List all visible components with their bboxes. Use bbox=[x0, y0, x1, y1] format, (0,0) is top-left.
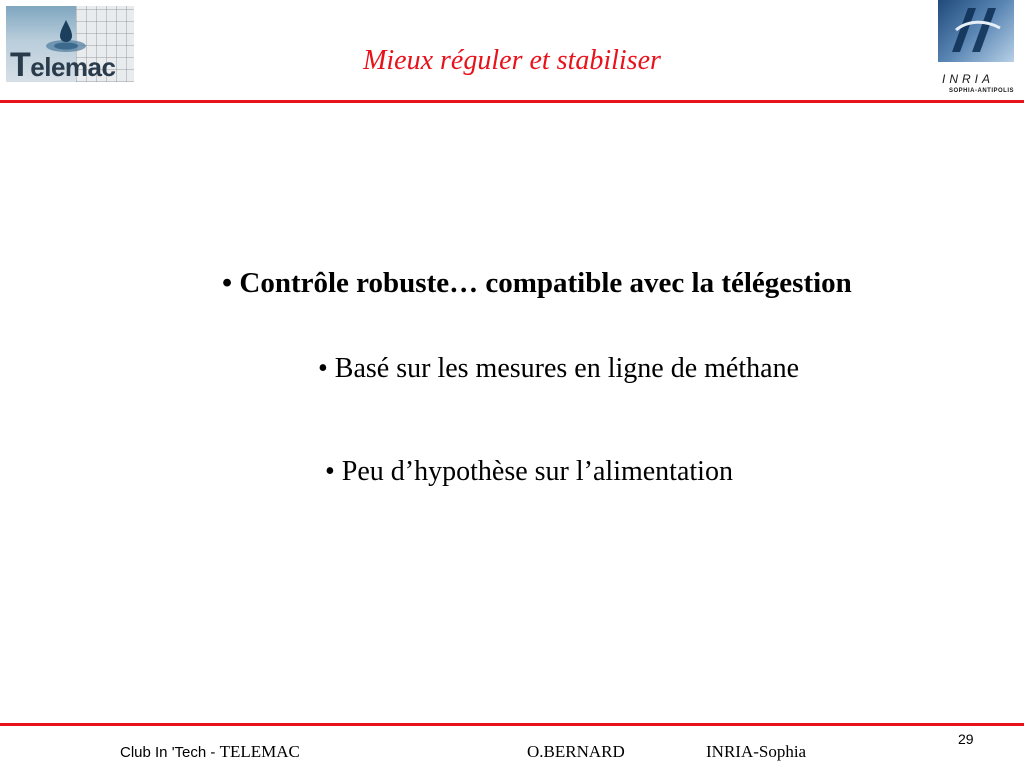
footer-club bbox=[120, 742, 300, 762]
footer-author: O.BERNARD bbox=[527, 742, 625, 761]
inria-logo-subtext: SOPHIA-ANTIPOLIS bbox=[948, 88, 1014, 94]
footer-club-label: Club In 'Tech - bbox=[120, 744, 220, 761]
page-number: 29 bbox=[958, 731, 974, 747]
footer-divider bbox=[0, 723, 1024, 726]
footer-org: TELEMAC bbox=[219, 742, 300, 761]
sub-bullet-1: • Basé sur les mesures en ligne de méthane bbox=[318, 353, 799, 384]
telemac-logo-text: Telemac bbox=[10, 46, 116, 82]
sub-bullet-2: • Peu d’hypothèse sur l’alimentation bbox=[325, 456, 733, 487]
header-divider bbox=[0, 100, 1024, 103]
footer-institution: INRIA-Sophia bbox=[706, 742, 807, 761]
inria-logo-text: INRIA bbox=[942, 72, 995, 86]
main-bullet: • Contrôle robuste… compatible avec la télégestion bbox=[222, 267, 852, 299]
slide-title: Mieux réguler et stabiliser bbox=[363, 45, 661, 76]
inria-emblem-icon bbox=[938, 0, 1014, 62]
inria-logo bbox=[934, 0, 1018, 98]
